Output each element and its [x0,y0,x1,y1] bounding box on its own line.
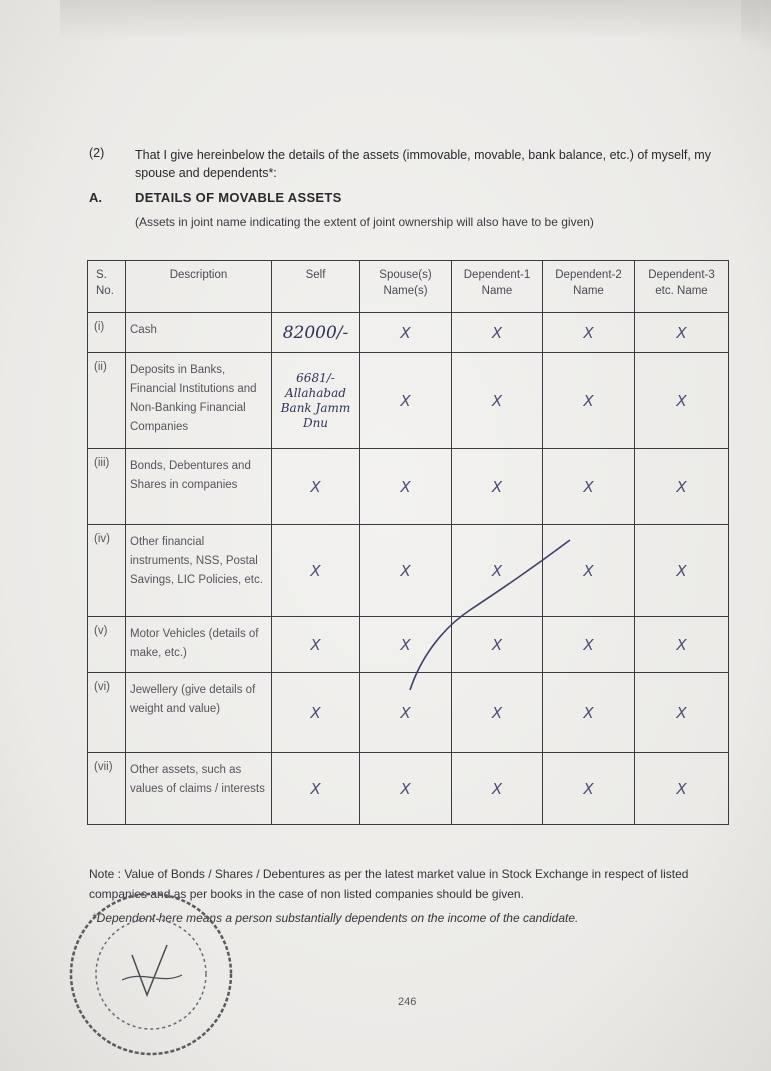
row-spouse-mark: X [360,753,452,825]
row-dep3-mark: X [635,353,729,449]
row-description: Deposits in Banks, Financial Institutions and Non-Banking Financial Companies [126,353,272,449]
row-dep2-mark: X [543,353,635,449]
row-spouse-mark: X [360,525,452,617]
table-row [88,525,729,617]
page-number: 246 [398,996,417,1008]
row-dep3-mark: X [635,313,729,353]
table-row [88,617,729,673]
row-self-value [272,313,360,353]
row-description: Bonds, Debentures and Shares in companies [126,449,272,525]
row-dep1-mark: X [452,525,543,617]
row-spouse-mark: X [360,313,452,353]
row-sno: (iii) [88,449,126,525]
row-sno: (v) [88,617,126,673]
row-spouse-mark: X [360,617,452,673]
row-sno: (iv) [88,525,126,617]
row-dep1-mark: X [452,313,543,353]
row-sno: (ii) [88,353,126,449]
handwritten-cash-amount: 82000/- [282,322,349,343]
header-spouse: Spouse(s) Name(s) [360,261,452,313]
header-description: Description [126,261,272,313]
header-self: Self [272,261,360,313]
row-dep3-mark: X [635,617,729,673]
scan-shadow [60,0,760,40]
table-row [88,673,729,753]
row-spouse-mark: X [360,449,452,525]
row-description: Other assets, such as values of claims / interests [126,753,272,825]
note-text: Value of Bonds / Shares / Debentures as per the latest market value in Stock Exchange in respect of listed companies and as per books in the case of non listed companies should be given. [89,867,689,901]
header-dependent-1: Dependent-1 Name [452,261,543,313]
note-label: Note : [89,867,122,881]
table-header-row [88,261,729,313]
paragraph-number: (2) [89,146,105,160]
row-self-mark: X [272,753,360,825]
row-dep2-mark: X [543,525,635,617]
row-dep2-mark: X [543,313,635,353]
section-letter: A. [89,190,102,205]
row-dep2-mark: X [543,617,635,673]
movable-assets-table [87,260,729,825]
paragraph-text: That I give hereinbelow the details of the assets (immovable, movable, bank balance, etc.) of myself, my spouse and dependents*: [135,148,711,180]
row-dep3-mark: X [635,673,729,753]
table-row [88,353,729,449]
row-dep1-mark: X [452,449,543,525]
row-self-mark: X [272,525,360,617]
footnote: *Dependent here means a person substantially dependents on the income of the candidate. [92,911,579,925]
row-dep2-mark: X [543,673,635,753]
row-dep2-mark: X [543,753,635,825]
row-description: Motor Vehicles (details of make, etc.) [126,617,272,673]
row-description: Cash [126,313,272,353]
row-self-mark: X [272,673,360,753]
row-dep1-mark: X [452,753,543,825]
page-corner [741,0,771,60]
official-seal-stamp [62,885,240,1063]
row-self-mark: X [272,617,360,673]
row-dep1-mark: X [452,353,543,449]
header-dependent-2: Dependent-2 Name [543,261,635,313]
section-title: DETAILS OF MOVABLE ASSETS [135,190,342,205]
header-dependent-3: Dependent-3 etc. Name [635,261,729,313]
table-row [88,753,729,825]
row-dep1-mark: X [452,673,543,753]
row-dep3-mark: X [635,753,729,825]
row-dep3-mark: X [635,525,729,617]
row-description: Other financial instruments, NSS, Postal Savings, LIC Policies, etc. [126,525,272,617]
row-dep2-mark: X [543,449,635,525]
table-row [88,313,729,353]
header-sno: S. No. [88,261,126,313]
table-row [88,449,729,525]
row-self-value [272,353,360,449]
row-dep3-mark: X [635,449,729,525]
handwritten-bank-deposit: 6681/- Allahabad Bank Jamm Dnu [280,370,351,430]
row-description: Jewellery (give details of weight and value) [126,673,272,753]
row-sno: (vii) [88,753,126,825]
row-spouse-mark: X [360,353,452,449]
row-self-mark: X [272,449,360,525]
row-dep1-mark: X [452,617,543,673]
row-spouse-mark: X [360,673,452,753]
row-sno: (vi) [88,673,126,753]
row-sno: (i) [88,313,126,353]
section-subtitle: (Assets in joint name indicating the extent of joint ownership will also have to be given) [135,215,594,229]
